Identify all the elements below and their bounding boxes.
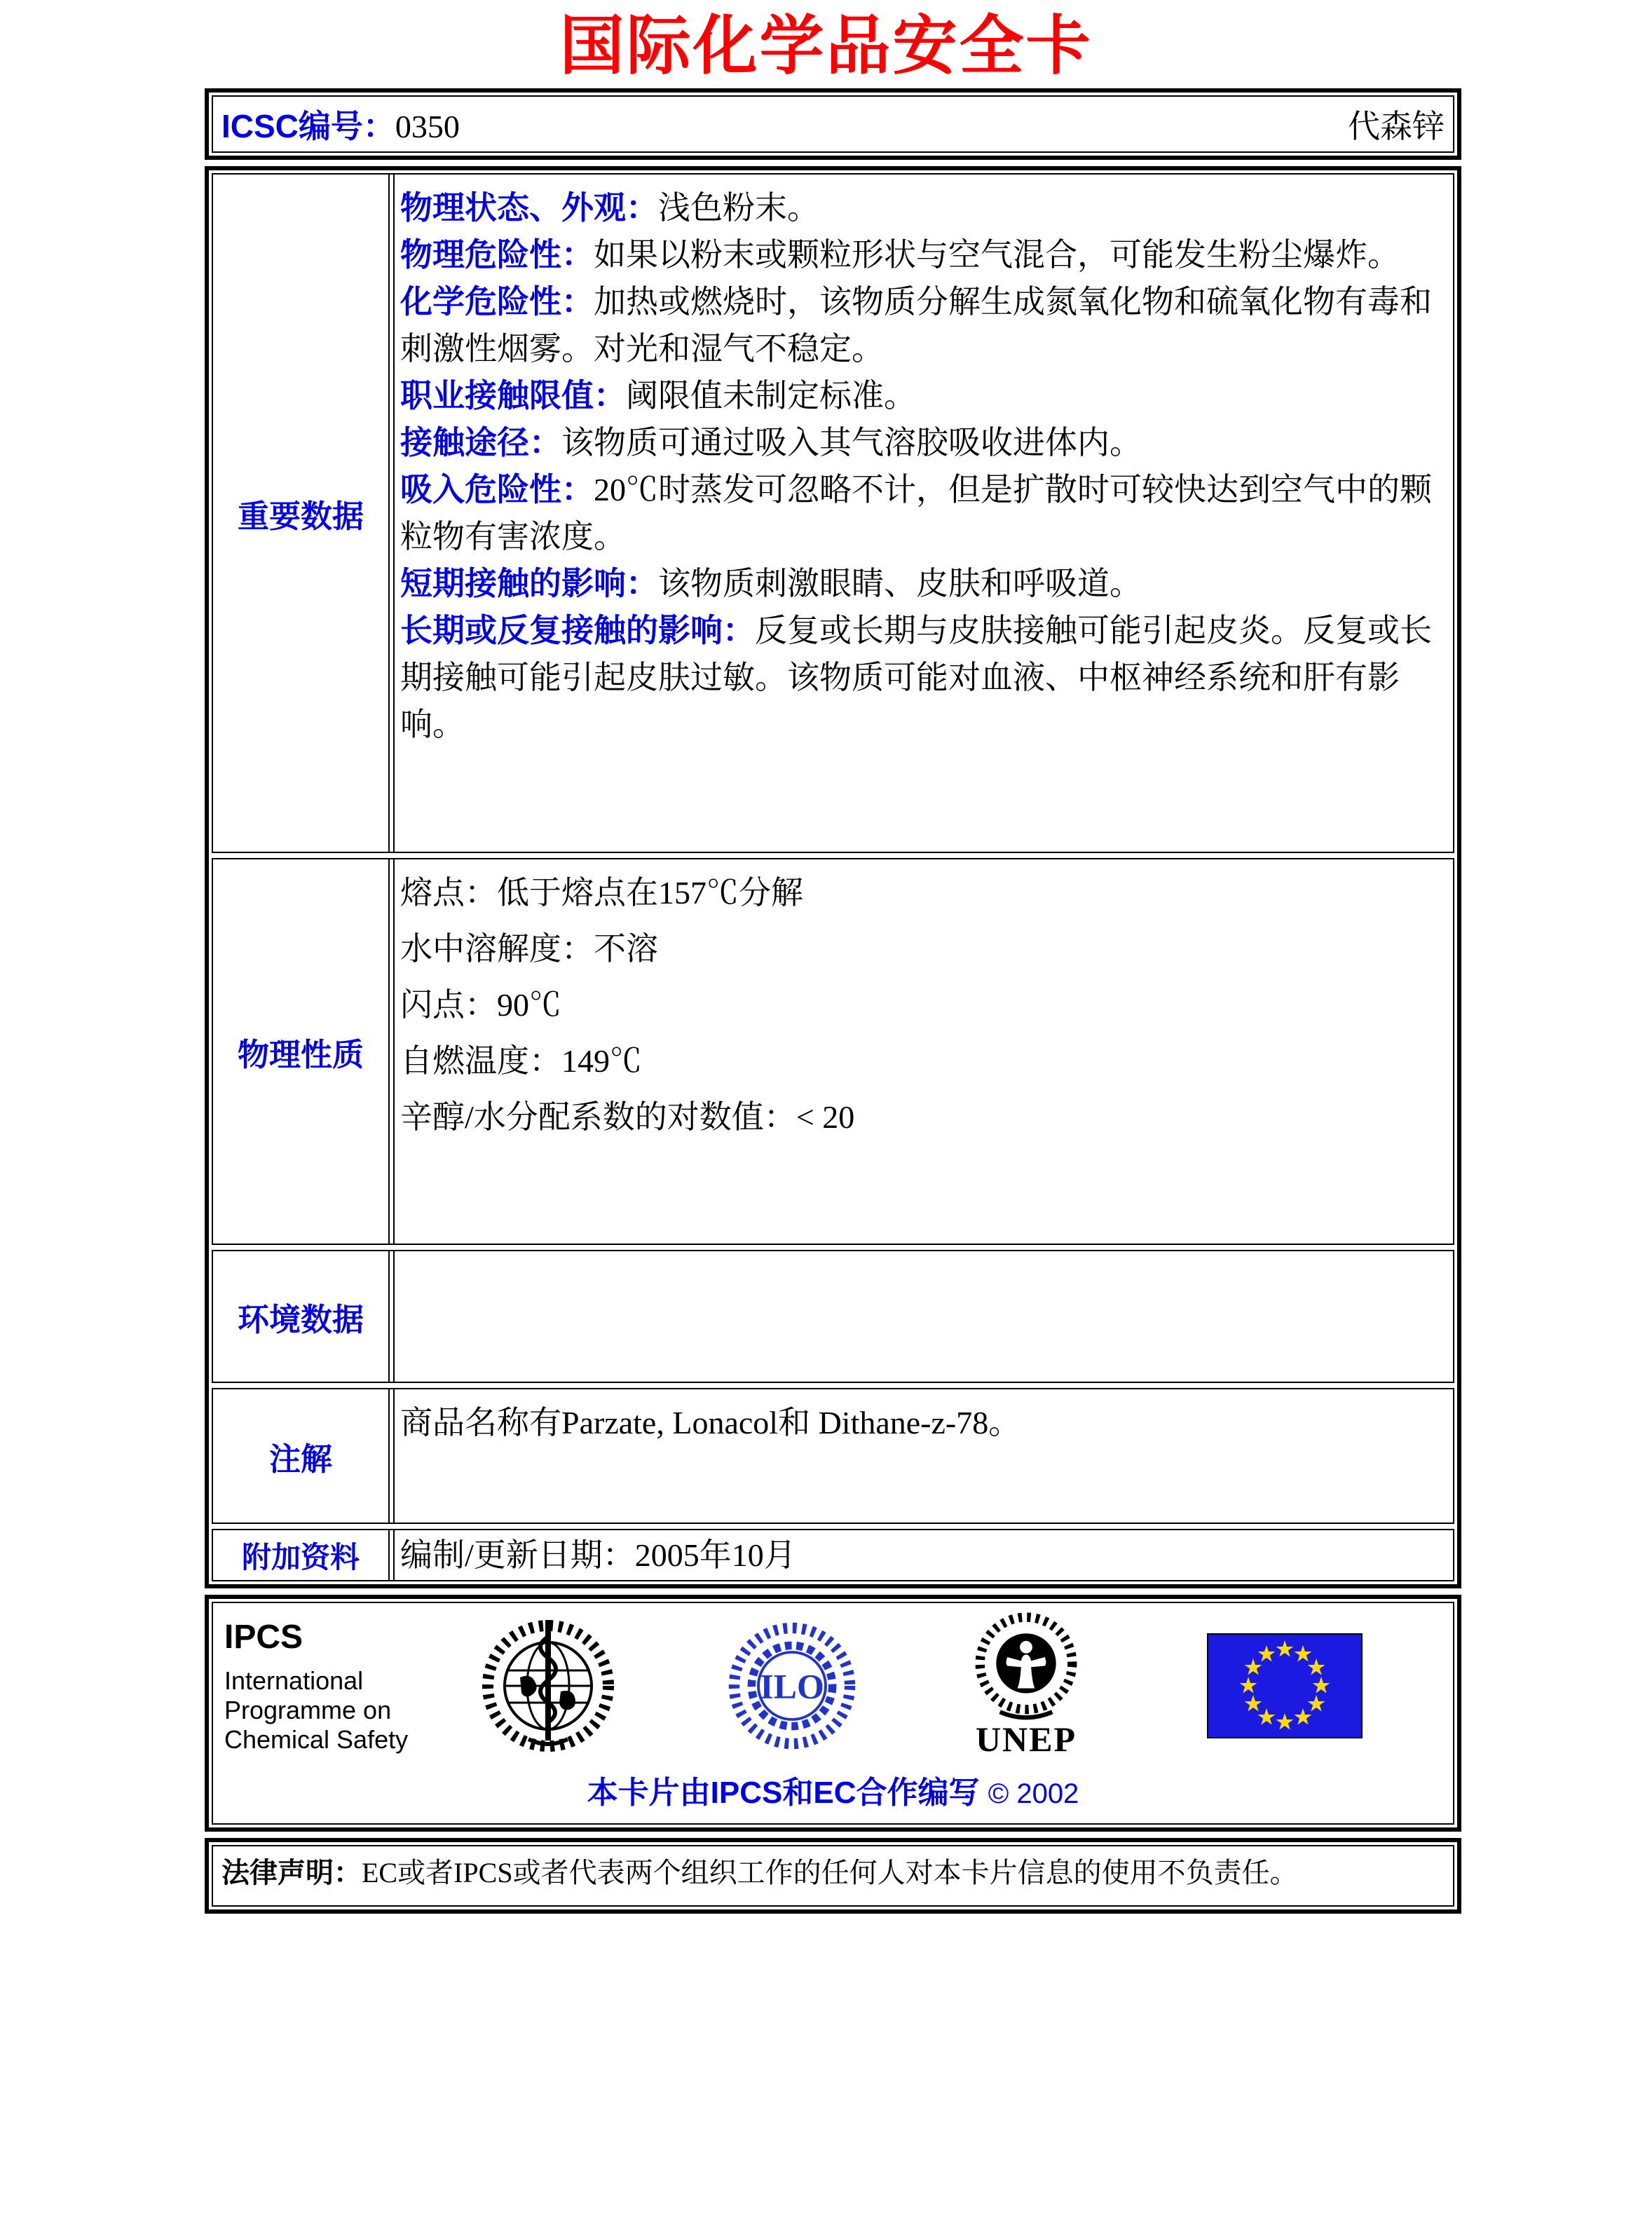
icsc-number-value: 0350 [395,109,460,144]
unep-logo-text: UNEP [975,1720,1077,1759]
entry-inhalation-risk: 吸入危险性：20℃时蒸发可忽略不计，但是扩散时可较快达到空气中的颗粒物有害浓度。 [400,471,1432,554]
table-row [212,1388,1454,1524]
copyright-text: © 2002 [988,1778,1079,1809]
ipcs-text-block [224,1618,435,1755]
footer-box [205,1595,1461,1832]
table-row [212,858,1454,1245]
entry-short-term-effects: 短期接触的影响：该物质刺激眼睛、皮肤和呼吸道。 [400,565,1142,601]
ilo-logo-text: ILO [760,1667,824,1706]
prop-water-solubility: 水中溶解度：不溶 [400,931,658,967]
ilo-logo-icon [725,1617,859,1755]
footer-inner [212,1602,1454,1825]
physical-properties-content [393,859,1453,1244]
entry-physical-hazard: 物理危险性：如果以粉末或颗粒形状与空气混合，可能发生粉尘爆炸。 [400,236,1400,273]
ipcs-line: International [224,1666,364,1695]
icsc-number-label: ICSC编号： [221,108,395,144]
table-row [212,173,1454,853]
ipcs-line: Programme on [224,1695,392,1724]
ipcs-line: Chemical Safety [224,1724,409,1754]
environmental-data-content [393,1251,1453,1382]
chemical-name: 代森锌 [1348,109,1445,144]
eu-flag-icon [1207,1633,1363,1738]
page-title: 国际化学品安全卡 [559,11,1093,82]
table-row [212,1529,1454,1581]
entry-physical-state: 物理状态、外观：浅色粉末。 [400,189,819,226]
entry-chemical-hazard: 化学危险性：加热或燃烧时，该物质分解生成氮氧化物和硫氧化物有毒和刺激性烟雾。对光和湿气不稳定。 [400,283,1432,367]
who-logo-icon [478,1616,618,1756]
footer-caption [213,1767,1453,1812]
entry-long-term-effects: 长期或反复接触的影响：反复或长期与皮肤接触可能引起皮炎。反复或长期接触可能引起皮肤过敏。该物质可能对血液、中枢神经系统和肝有影响。 [400,612,1432,742]
caption-text: 本卡片由IPCS和EC合作编写 [587,1776,980,1810]
prop-flash-point: 闪点：90℃ [400,987,561,1023]
legal-inner [212,1845,1454,1907]
legal-box [205,1838,1461,1914]
entry-exposure-routes: 接触途径：该物质可通过吸入其气溶胶吸收进体内。 [400,424,1142,461]
prop-melting-point: 熔点：低于熔点在157℃分解 [400,875,803,911]
logo-row [213,1612,1453,1760]
prop-octanol-water-partition: 辛醇/水分配系数的对数值：< 20 [400,1099,855,1135]
unep-logo-block [963,1612,1089,1759]
card-body [205,88,1461,1914]
main-table [205,166,1461,1588]
unep-logo-icon [963,1612,1089,1724]
row-label-important-data: 重要数据 [213,175,390,852]
table-row [212,1250,1454,1383]
header-box [205,88,1461,160]
row-label-physical-properties: 物理性质 [213,859,390,1244]
legal-text: EC或者IPCS或者代表两个组织工作的任何人对本卡片信息的使用不负责任。 [362,1857,1298,1888]
header-row [212,95,1454,153]
row-label-additional-info: 附加资料 [213,1530,390,1580]
important-data-content [393,175,1453,852]
entry-occupational-limit: 职业接触限值：阈限值未制定标准。 [400,377,916,414]
row-label-environmental-data: 环境数据 [213,1251,390,1382]
prop-autoignition-temperature: 自燃温度：149℃ [400,1043,642,1079]
legal-label: 法律声明： [221,1858,362,1888]
ipcs-title: IPCS [224,1618,303,1656]
additional-info-content: 编制/更新日期：2005年10月 [393,1530,1453,1580]
row-label-notes: 注解 [213,1389,390,1523]
icsc-number-group [221,101,460,147]
notes-content: 商品名称有Parzate, Lonacol和 Dithane-z-78。 [393,1389,1453,1523]
